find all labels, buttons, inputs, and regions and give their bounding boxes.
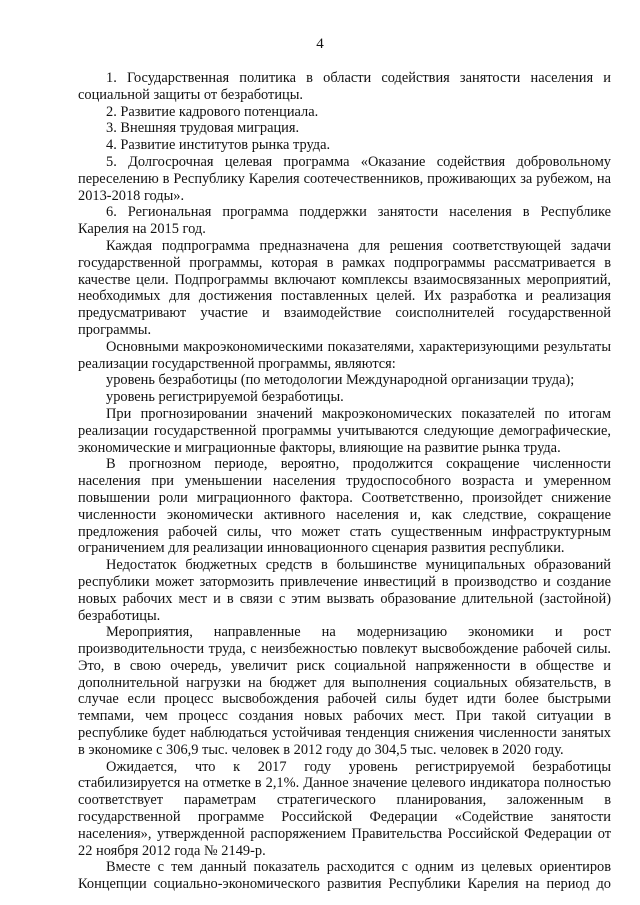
paragraph: Недостаток бюджетных средств в большинстве муниципальных образований республики может затормозить привлечение инвестиций в производство и создание новых рабочих мест и в связи с этим вызвать образование длительной (застойной) безработицы. (78, 557, 611, 624)
paragraph: 2. Развитие кадрового потенциала. (106, 103, 319, 120)
paragraph: Мероприятия, направленные на модернизацию экономики и рост производительности труда, с неизбежностью повлекут высвобождение рабочей силы. Это, в свою очередь, увеличит риск социальной напряженности в обществе и дополнительной нагрузки на бюджет для выполнения социальных обязательств, в случае если процесс высвобождения рабочей силы будет идти более быстрыми темпами, чем процесс создания новых рабочих мест. При такой ситуации в республике будет наблюдаться устойчивая тенденция снижения численности занятых в экономике с 306,9 тыс. человек в 2012 году до 304,5 тыс. человек в 2020 году. (78, 624, 611, 758)
paragraph: 3. Внешняя трудовая миграция. (106, 120, 300, 137)
paragraph: При прогнозировании значений макроэкономических показателей по итогам реализации государственной программы учитываются следующие демографические, экономические и миграционные факторы, влияющие на развитие рынка труда. (78, 405, 611, 456)
page-number: 4 (316, 36, 324, 52)
paragraph: Основными макроэкономическими показателями, характеризующими результаты реализации государственной программы, являются: (78, 338, 611, 372)
paragraph: В прогнозном периоде, вероятно, продолжится сокращение численности населения при уменьшении населения трудоспособного возраста и умеренном повышении роли миграционного фактора. Соответственно, произойдет снижение численности экономически активного населения и, как следствие, сокращение предложения рабочей силы, что может стать существенным инфраструктурным ограничением для реализации инновационного сценария развития республики. (78, 456, 611, 557)
paragraph: уровень регистрируемой безработицы. (106, 389, 344, 406)
paragraph: 1. Государственная политика в области содействия занятости населения и социальной защиты от безработицы. (78, 70, 611, 103)
document-body (78, 70, 611, 893)
paragraph: Каждая подпрограмма предназначена для решения соответствующей задачи государственной программы, которая в рамках подпрограммы рассматривается в качестве цели. Подпрограммы включают комплексы взаимосвязанных мероприятий, необходимых для достижения поставленных целей. Их разработка и реализация предусматривают участие и взаимодействие соисполнителей государственной программы. (78, 237, 611, 338)
paragraph: 5. Долгосрочная целевая программа «Оказание содействия добровольному переселению в Республику Карелия соотечественников, проживающих за рубежом, на 2013-2018 годы». (78, 153, 611, 204)
paragraph: 6. Региональная программа поддержки занятости населения в Республике Карелия на 2015 год. (78, 204, 611, 238)
paragraph: 4. Развитие институтов рынка труда. (106, 137, 331, 154)
paragraph: Ожидается, что к 2017 году уровень регистрируемой безработицы стабилизируется на отметке в 2,1%. Данное значение целевого индикатора полностью соответствует параметрам стратегического планирования, заложенным в государственной программе Российской Федерации «Содействие занятости населения», утвержденной распоряжением Правительства Российской Федерации от 22 ноября 2012 года № 2149-р. (78, 758, 611, 859)
paragraph: Вместе с тем данный показатель расходится с одним из целевых ориентиров Концепции социально-экономического развития Республики Карелия на период до (78, 859, 611, 893)
paragraph: уровень безработицы (по методологии Международной организации труда); (106, 372, 575, 389)
